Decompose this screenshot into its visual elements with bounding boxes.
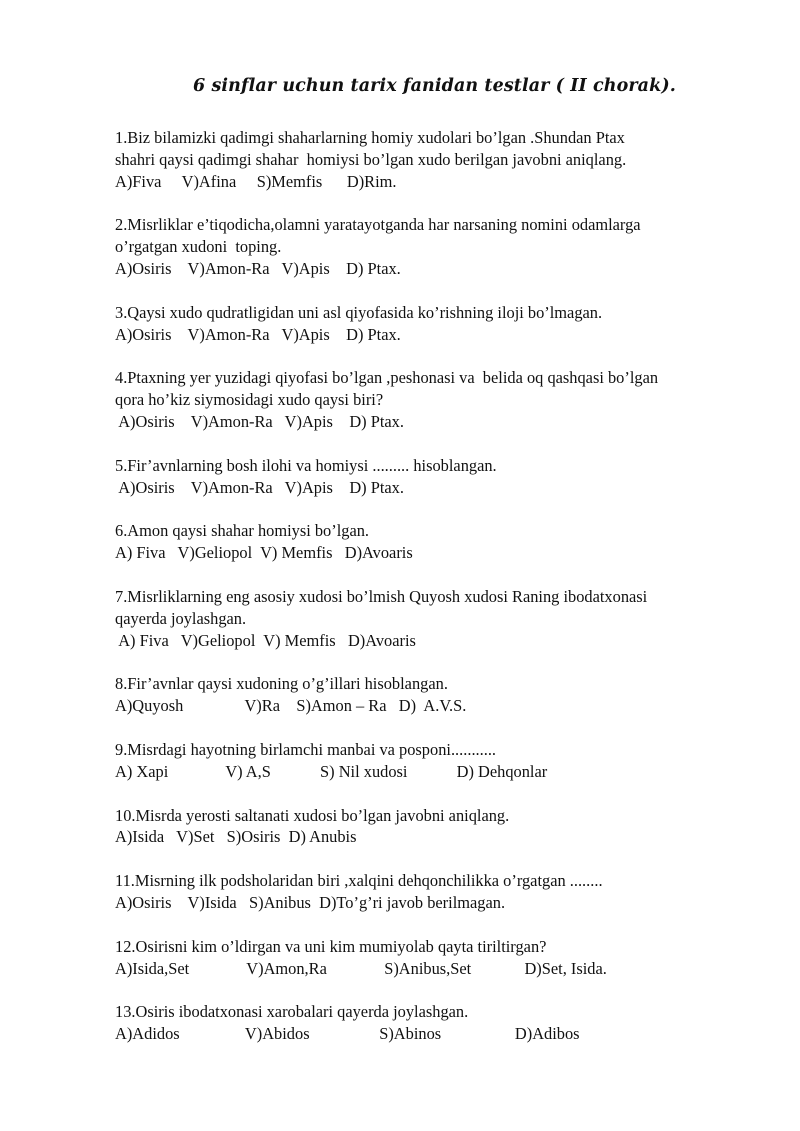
question-text-line: 11.Misrning ilk podsholaridan biri ,xalqini dehqonchilikka o’rgatgan ........ — [115, 871, 603, 891]
question-answer-options: A)Osiris V)Amon-Ra V)Apis D) Ptax. — [115, 411, 404, 431]
question-text-line: 1.Biz bilamizki qadimgi shaharlarning homiy xudolari bo’lgan .Shundan Ptax — [115, 128, 625, 147]
question-10 — [115, 805, 755, 849]
question-6 — [115, 520, 755, 564]
question-list — [115, 127, 755, 1067]
question-4 — [115, 367, 755, 432]
question-text-line: 6.Amon qaysi shahar homiysi bo’lgan. — [115, 521, 370, 541]
question-text-line: shahri qaysi qadimgi shahar homiysi bo’lgan xudo berilgan javobni aniqlang. — [115, 149, 627, 169]
question-text-line: qayerda joylashgan. — [115, 608, 247, 628]
question-8 — [115, 673, 755, 717]
question-2 — [115, 214, 755, 279]
question-text-line: 2.Misrliklar e’tiqodicha,olamni yaratayotganda har narsaning nomini odamlarga — [115, 215, 641, 235]
question-answer-options: A)Isida,Set V)Amon,Ra S)Anibus,Set D)Set, Isida. — [115, 958, 607, 978]
question-text-line: 9.Misrdagi hayotning birlamchi manbai va posponi........... — [115, 739, 497, 759]
question-answer-options: A)Adidos V)Abidos S)Abinos D)Adibos — [115, 1024, 580, 1044]
question-1 — [115, 127, 755, 192]
question-12 — [115, 936, 755, 980]
question-text-line: 8.Fir’avnlar qaysi xudoning o’g’illari hisoblangan. — [115, 674, 448, 694]
question-text-line: o’rgatgan xudoni toping. — [115, 237, 282, 257]
question-answer-options: A)Osiris V)Amon-Ra V)Apis D) Ptax. — [115, 324, 401, 344]
question-answer-options: A) Fiva V)Geliopol V) Memfis D)Avoaris — [115, 630, 416, 650]
document-title: 6 sinflar uchun tarix fanidan testlar ( II chorak). — [193, 76, 676, 96]
question-answer-options: A) Xapi V) A,S S) Nil xudosi D) Dehqonlar — [115, 761, 548, 781]
question-answer-options: A)Osiris V)Amon-Ra V)Apis D) Ptax. — [115, 258, 401, 278]
question-answer-options: A)Fiva V)Afina S)Memfis D)Rim. — [115, 171, 397, 191]
question-text-line: 7.Misrliklarning eng asosiy xudosi bo’lmish Quyosh xudosi Raning ibodatxonasi — [115, 586, 648, 606]
question-answer-options: A)Isida V)Set S)Osiris D) Anubis — [115, 827, 357, 847]
question-text-line: 4.Ptaxning yer yuzidagi qiyofasi bo’lgan ,peshonasi va belida oq qashqasi bo’lgan — [115, 368, 659, 388]
question-answer-options: A) Fiva V)Geliopol V) Memfis D)Avoaris — [115, 543, 413, 563]
question-13 — [115, 1001, 755, 1045]
question-3 — [115, 302, 755, 346]
question-7 — [115, 586, 755, 651]
question-text-line: 3.Qaysi xudo qudratligidan uni asl qiyofasida ko’rishning iloji bo’lmagan. — [115, 302, 603, 322]
question-5 — [115, 455, 755, 499]
question-text-line: 5.Fir’avnlarning bosh ilohi va homiysi ......... hisoblangan. — [115, 455, 497, 475]
question-9 — [115, 739, 755, 783]
question-text-line: 10.Misrda yerosti saltanati xudosi bo’lgan javobni aniqlang. — [115, 805, 510, 825]
question-text-line: qora ho’kiz siymosidagi xudo qaysi biri? — [115, 390, 384, 410]
question-answer-options: A)Quyosh V)Ra S)Amon – Ra D) A.V.S. — [115, 696, 467, 716]
question-answer-options: A)Osiris V)Isida S)Anibus D)To’g’ri javob berilmagan. — [115, 892, 506, 912]
question-text-line: 12.Osirisni kim o’ldirgan va uni kim mumiyolab qayta tiriltirgan? — [115, 936, 547, 956]
question-11 — [115, 870, 755, 914]
question-answer-options: A)Osiris V)Amon-Ra V)Apis D) Ptax. — [115, 477, 404, 497]
question-text-line: 13.Osiris ibodatxonasi xarobalari qayerda joylashgan. — [115, 1002, 469, 1022]
